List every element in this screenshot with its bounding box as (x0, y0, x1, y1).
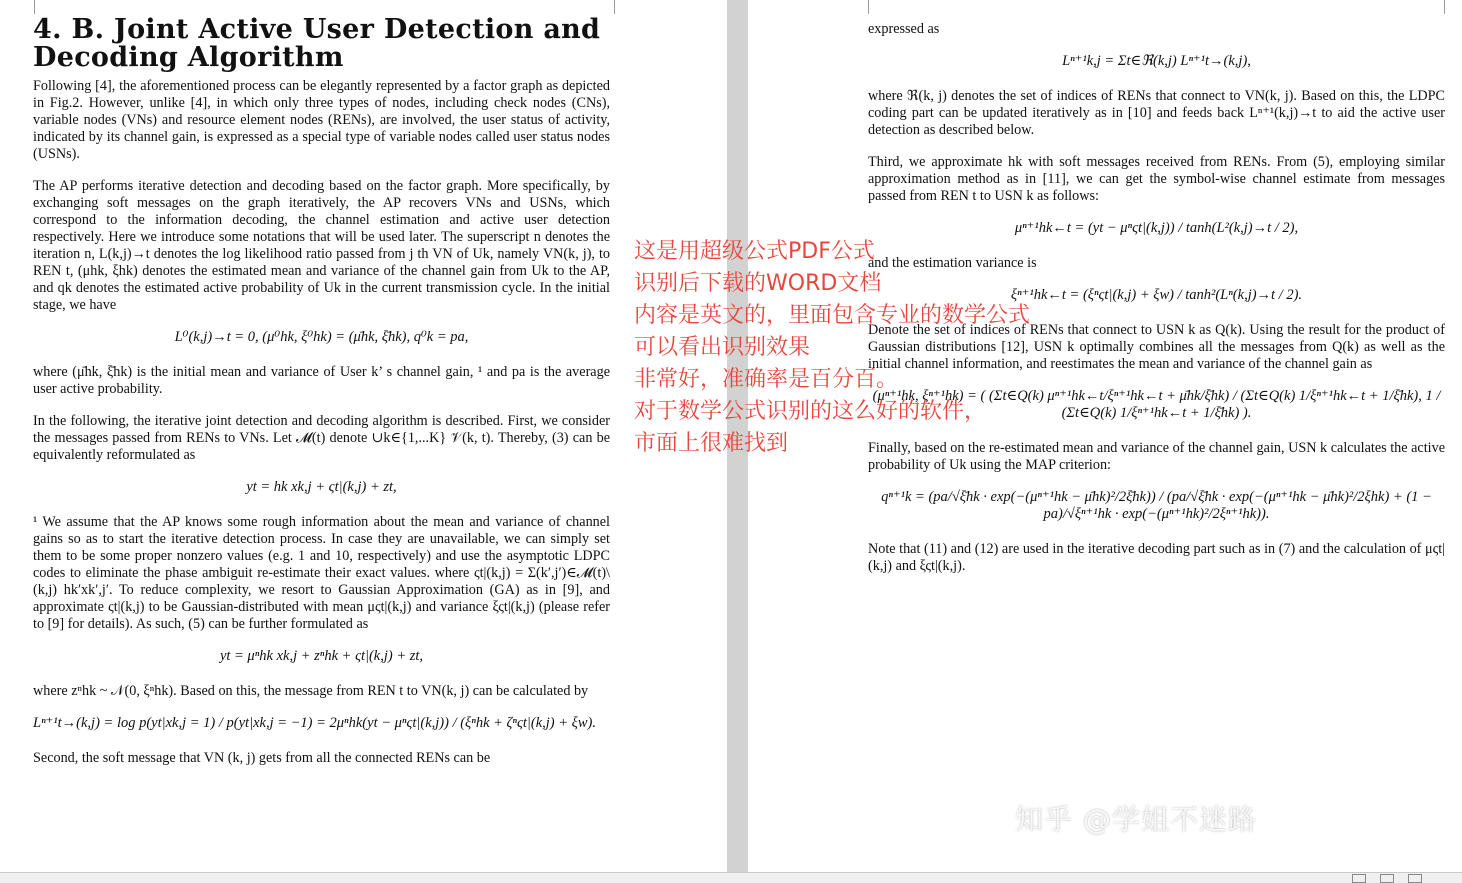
paragraph: Third, we approximate hk with soft messages received from RENs. From (5), employing similar approximation method as in [11], we can get the symbol-wise channel estimate from messages passed from REN t to USN k as follows: (868, 154, 1445, 204)
equation: ξⁿ⁺¹hk←t = (ξⁿςt|(k,j) + ξw) / tanh²(Lⁿ(k,j)→t / 2). (1010, 287, 1303, 303)
equation: qⁿ⁺¹k = (pa/√ξ̄hk · exp(−(μⁿ⁺¹hk − μ̄hk)²/2ξ̄hk)) / (pa/√ξ̄hk · exp(−(μⁿ⁺¹hk − μ̄hk)²/2ξhk) + (1 − pa)/√ξⁿ⁺¹hk · exp(−(μⁿ⁺¹hk)²/2ξⁿ⁺¹hk)). (881, 489, 1432, 522)
annotation-line: 市面上很难找到 (634, 431, 789, 456)
annotation-line: 内容是英文的，里面包含专业的数学公式 (634, 303, 1031, 328)
annotation-overlay (634, 236, 1030, 460)
watermark: 知乎 @学姐不迷路 (1015, 803, 1257, 836)
paragraph: Denote the set of indices of RENs that connect to USN k as Q(k). Using the result for the product of Gaussian distributions [12], USN k optimally combines all the messages from Q(k) as well as the initial channel information, and reestimates the mean and variance of the channel gain as (868, 322, 1445, 372)
paragraph: where ℜ(k, j) denotes the set of indices of RENs that connect to VN(k, j). Based on this, the LDPC coding part can be updated iteratively as in [10] and feeds back Lⁿ⁺¹(k,j)→t to aid the active user detection as described below. (868, 88, 1445, 138)
paragraph: Second, the soft message that VN (k, j) gets from all the connected RENs can be (33, 750, 491, 766)
footnote: ¹ We assume that the AP knows some rough information about the mean and variance of channel gains so as to start the iterative detection process. In case they are unavailable, we can simply set them to be some proper nonzero values (e.g. 1 and 10, respectively) and use the asymptotic LDPC codes to eliminate the phase ambiguit re-estimate their exact values. where ςt|(k,j) = Σ(k′,j′)∈𝓜(t)\(k,j) hk′xk′,j′. To reduce complexity, we resort to Gaussian Approximation (GA) as in [9], and approximate ςt|(k,j) to be Gaussian-distributed with mean μςt|(k,j) and variance ξςt|(k,j) (please refer to [9] for details). As such, (5) can be further formulated as (33, 514, 610, 632)
equation: Lⁿ⁺¹k,j = Σt∈ℜ(k,j) Lⁿ⁺¹t→(k,j), (1062, 53, 1251, 69)
annotation-line: 对于数学公式识别的这么好的软件， (634, 399, 987, 424)
equation: L⁰(k,j)→t = 0, (μ⁰hk, ξ⁰hk) = (μ̄hk, ξ̄hk), q⁰k = pa, (174, 329, 469, 345)
page-corner-mark (1444, 0, 1459, 14)
equation: yt = hk xk,j + ςt|(k,j) + zt, (246, 479, 397, 495)
equation: μⁿ⁺¹hk←t = (yt − μⁿςt|(k,j)) / tanh(L²(k,j)→t / 2), (1014, 220, 1299, 236)
document-page-left (0, 0, 727, 872)
annotation-line: 可以看出识别效果 (634, 335, 811, 360)
paragraph: expressed as (868, 21, 940, 37)
annotation-line: 非常好，准确率是百分百。 (634, 367, 899, 392)
status-bar (0, 872, 1462, 883)
page-corner-mark (20, 0, 35, 14)
paragraph: The AP performs iterative detection and decoding based on the factor graph. More specifically, by exchanging soft messages on the graph iteratively, the AP recovers VNs and USNs, which correspond to the information decoding, the channel estimation and active user detection respectively. Here we introduce some notations that will be used later. The superscript n denotes the iteration n, L(k,j)→t denotes the log likelihood ratio passed from j th VN of Uk, namely VN(k, j), to REN t, (μhk, ξhk) denotes the estimated mean and variance of the channel gain from Uk to the AP, and qk denotes the estimated active probability of Uk in the current transmission cycle. In the initial stage, we have (33, 178, 610, 313)
paragraph: Following [4], the aforementioned process can be elegantly represented by a factor graph as depicted in Fig.2. However, unlike [4], in which only three types of nodes, including check nodes (CNs), variable nodes (VNs) and resource element nodes (RENs), are involved, the user status of activity, indicated by its channel gain, is expressed as a special type of variable nodes called user status nodes (USNs). (33, 78, 610, 162)
paragraph: where zⁿhk ~ 𝒩(0, ξⁿhk). Based on this, the message from REN t to VN(k, j) can be calculated by (33, 683, 589, 699)
paragraph: Finally, based on the re-estimated mean and variance of the channel gain, USN k calculates the active probability of Uk using the MAP criterion: (868, 440, 1445, 473)
left-text-column (33, 78, 610, 782)
paragraph: In the following, the iterative joint detection and decoding algorithm is described. First, we consider the messages passed from RENs to VNs. Let 𝓜(t) denote ∪k∈{1,...K} 𝒱(k, t). Thereby, (3) can be equivalently reformulated as (33, 413, 610, 463)
section-heading: 4. B. Joint Active User Detection and Decoding Algorithm (33, 14, 601, 73)
paragraph: where (μ̄hk, ξ̄hk) is the initial mean and variance of User k’ s channel gain, ¹ and pa is the average user active probability. (33, 364, 610, 397)
page-corner-mark (614, 0, 629, 14)
equation: yt = μⁿhk xk,j + zⁿhk + ςt|(k,j) + zt, (219, 648, 424, 664)
equation: (μⁿ⁺¹hk, ξⁿ⁺¹hk) = ( (Σt∈Q(k) μⁿ⁺¹hk←t/ξⁿ⁺¹hk←t + μ̄hk/ξ̄hk) / (Σt∈Q(k) 1/ξⁿ⁺¹hk←t + 1/ξ̄hk), 1 / (Σt∈Q(k) 1/ξⁿ⁺¹hk←t + 1/ξ̄hk) ). (872, 388, 1441, 421)
equation: Lⁿ⁺¹t→(k,j) = log p(yt|xk,j = 1) / p(yt|xk,j = −1) = 2μⁿhk(yt − μⁿςt|(k,j)) / (ξⁿhk + ζⁿςt|(k,j) + ξw). (33, 715, 597, 731)
annotation-line: 这是用超级公式PDF公式 (634, 239, 875, 264)
paragraph: and the estimation variance is (868, 255, 1037, 271)
paragraph: Note that (11) and (12) are used in the iterative decoding part such as in (7) and the calculation of μςt|(k,j) and ξςt|(k,j). (868, 541, 1445, 574)
page-corner-mark (854, 0, 869, 14)
annotation-line: 识别后下载的WORD文档 (634, 271, 882, 296)
